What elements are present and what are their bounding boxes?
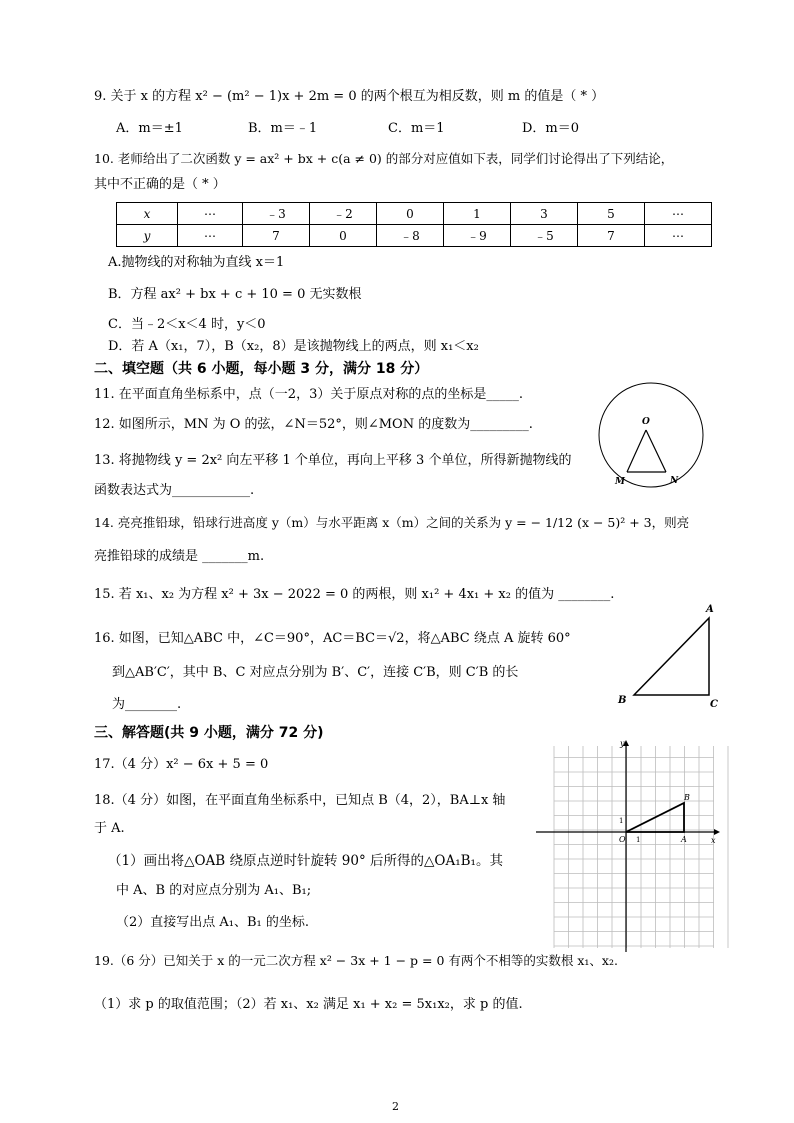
label-unit-y: 1 (619, 817, 624, 825)
table-cell: ﹣9 (444, 225, 511, 247)
q9-option-a: A．m＝±1 (116, 121, 183, 136)
section-3-title: 三、解答题(共 9 小题，满分 72 分) (94, 725, 324, 741)
q14-line2: 亮推铅球的成绩是 _______m. (94, 549, 265, 564)
table-cell: ﹣3 (243, 203, 310, 225)
q18-part1-line2: 中 A、B 的对应点分别为 A₁、B₁; (116, 883, 312, 898)
radius-on (646, 430, 666, 472)
q16-line3: 为________. (112, 697, 182, 712)
coordinate-grid-figure (530, 736, 722, 956)
q18-line1: 18.（4 分）如图，在平面直角坐标系中，已知点 B（4，2），BA⊥x 轴 (94, 793, 506, 808)
q18-line2: 于 A. (94, 821, 125, 836)
q15-text: 15. 若 x₁、x₂ 为方程 x² + 3x − 2022 = 0 的两根，则 x₁² + 4x₁ + x₂ 的值为 ________. (94, 587, 615, 602)
table-cell: ﹣2 (310, 203, 377, 225)
q19-line2: （1）求 p 的取值范围；（2）若 x₁、x₂ 满足 x₁ + x₂ = 5x₁x₂，求 p 的值. (94, 997, 523, 1012)
table-cell: y (117, 225, 178, 247)
table-cell: 0 (377, 203, 444, 225)
circle-figure (596, 380, 706, 490)
q13-line1: 13. 将抛物线 y = 2x² 向左平移 1 个单位，再向上平移 3 个单位，所得新抛物线的 (94, 453, 572, 468)
circle-outline (599, 383, 703, 487)
q14-line1: 14. 亮亮推铅球，铅球行进高度 y（m）与水平距离 x（m）之间的关系为 y = − 1/12 (x − 5)² + 3，则亮 (94, 515, 690, 530)
table-cell: 7 (243, 225, 310, 247)
label-y-axis: y (620, 739, 625, 748)
q17-text: 17.（4 分）x² − 6x + 5 = 0 (94, 757, 269, 772)
q9-stem: 9. 关于 x 的方程 x² − (m² − 1)x + 2m = 0 的两个根互为相反数，则 m 的值是（ * ） (94, 89, 605, 104)
q11-text: 11. 在平面直角坐标系中，点（一2，3）关于原点对称的点的坐标是_____. (94, 387, 523, 402)
table-row-x (117, 203, 712, 225)
table-cell: 5 (578, 203, 645, 225)
q9-option-b: B．m＝﹣1 (248, 121, 318, 136)
label-m: M (615, 477, 625, 487)
table-cell: 3 (511, 203, 578, 225)
label-unit-x: 1 (636, 836, 641, 844)
section-2-title: 二、填空题（共 6 小题，每小题 3 分，满分 18 分） (94, 361, 429, 377)
grid-lines (554, 746, 728, 948)
page-number: 2 (392, 1100, 399, 1113)
label-n: N (670, 476, 679, 486)
label-a: A (706, 604, 714, 615)
label-o: O (642, 417, 650, 427)
triangle-figure (612, 600, 722, 712)
table-cell: 1 (444, 203, 511, 225)
value-table (116, 202, 712, 247)
radius-om (627, 430, 646, 472)
table-cell: ⋯ (645, 203, 712, 225)
q16-line1: 16. 如图，已知△ABC 中，∠C＝90°，AC＝BC＝√2，将△ABC 绕点 A 旋转 60° (94, 631, 571, 646)
table-cell: x (117, 203, 178, 225)
table-cell: ⋯ (645, 225, 712, 247)
q13-line2: 函数表达式为____________. (94, 483, 255, 498)
q10-stem-line2: 其中不正确的是（ * ） (94, 177, 226, 192)
table-cell: ⋯ (178, 225, 243, 247)
label-c: C (710, 699, 718, 710)
label-origin: O (619, 835, 626, 844)
q10-option-c: C．当﹣2＜x＜4 时，y＜0 (108, 317, 266, 332)
label-b: B (618, 695, 627, 706)
q16-line2: 到△AB′C′，其中 B、C 对应点分别为 B′、C′，连接 C′B，则 C′B 的长 (112, 665, 519, 680)
label-point-b: B (684, 793, 690, 802)
table-cell: 0 (310, 225, 377, 247)
q10-option-b: B．方程 ax² + bx + c + 10 = 0 无实数根 (108, 287, 362, 302)
q9-option-c: C．m＝1 (388, 121, 445, 136)
q18-part1-line1: （1）画出将△OAB 绕原点逆时针旋转 90° 后所得的△OA₁B₁。其 (108, 853, 503, 869)
label-point-a: A (681, 835, 687, 844)
q19-line1: 19.（6 分）已知关于 x 的一元二次方程 x² − 3x + 1 − p = 0 有两个不相等的实数根 x₁、x₂. (94, 953, 618, 968)
x-axis-arrow (714, 829, 720, 835)
table-cell: 7 (578, 225, 645, 247)
q10-option-d: D．若 A（x₁，7），B（x₂，8）是该抛物线上的两点，则 x₁＜x₂ (108, 339, 479, 354)
q10-option-a: A.抛物线的对称轴为直线 x＝1 (108, 255, 285, 270)
label-x-axis: x (711, 836, 716, 845)
table-row-y (117, 225, 712, 247)
q12-text: 12. 如图所示，MN 为 O 的弦，∠N＝52°，则∠MON 的度数为_________. (94, 417, 533, 432)
table-cell: ﹣5 (511, 225, 578, 247)
triangle-oab (626, 803, 684, 832)
q18-part2: （2）直接写出点 A₁、B₁ 的坐标. (116, 915, 310, 930)
triangle-abc (634, 618, 709, 695)
table-cell: ﹣8 (377, 225, 444, 247)
q9-option-d: D．m＝0 (522, 121, 580, 136)
q10-stem-line1: 10. 老师给出了二次函数 y = ax² + bx + c(a ≠ 0) 的部分对应值如下表，同学们讨论得出了下列结论， (94, 151, 674, 166)
table-cell: ⋯ (178, 203, 243, 225)
